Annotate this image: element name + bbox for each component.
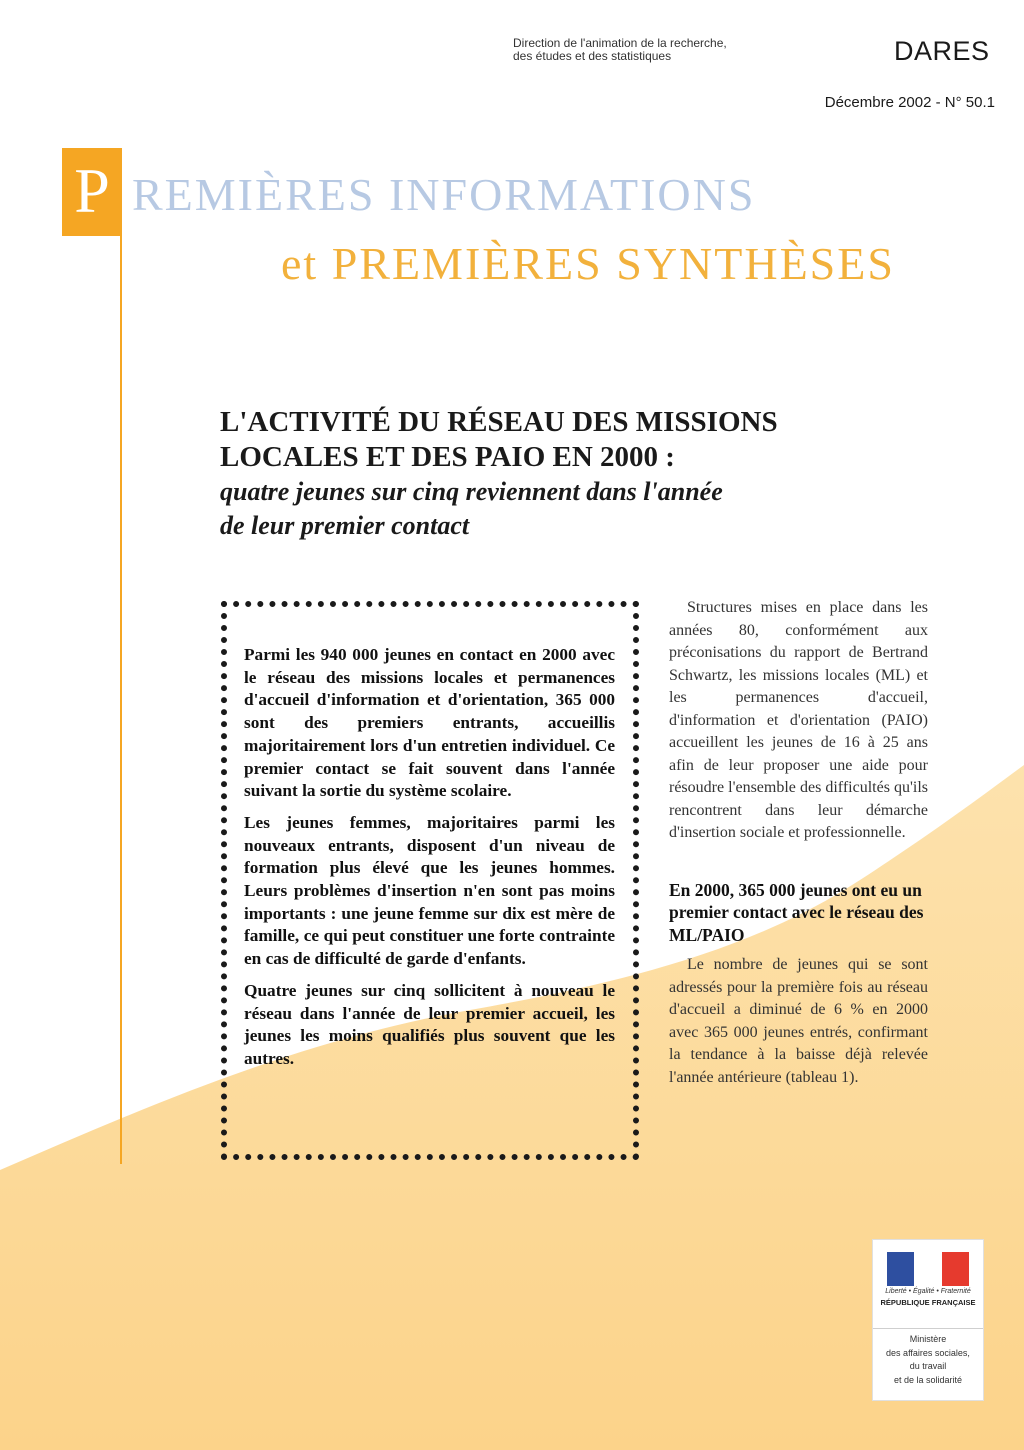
ministry-name-line: et de la solidarité xyxy=(893,1374,963,1385)
ministry-logo xyxy=(872,1239,984,1401)
ministry-name xyxy=(873,1333,983,1387)
masthead-vertical-rule xyxy=(120,236,122,1164)
marianne-flag-icon xyxy=(887,1252,969,1286)
summary-paragraph: Quatre jeunes sur cinq sollicitent à nouveau le réseau dans l'année de leur premier accueil, les jeunes les moins qualifiés plus souvent que les autres. xyxy=(244,980,615,1068)
article-title-block xyxy=(220,405,860,543)
ministry-name-line: du travail xyxy=(909,1361,947,1371)
agency-name: DARES xyxy=(894,36,990,66)
summary-paragraph: Les jeunes femmes, majoritaires parmi les nouveaux entrants, disposent d'un niveau de formation plus élevé que les jeunes hommes. Leurs problèmes d'insertion n'en sont pas moins importants : une jeune femme sur dix est mère de famille, ce qui peut constituer une forte contrainte en cas de difficulté de garde d'enfants. xyxy=(244,812,615,969)
article-title-line: L'ACTIVITÉ DU RÉSEAU DES MISSIONS xyxy=(220,406,778,438)
masthead-line-1: REMIÈRES INFORMATIONS xyxy=(132,169,756,220)
logo-motto: Liberté • Égalité • Fraternité xyxy=(885,1288,971,1295)
section-paragraph: Le nombre de jeunes qui se sont adressés pour la première fois au réseau d'accueil a diminué de 6 % en 2000 avec 365 000 jeunes entrés, confirmant la tendance à la baisse déjà relevée l'année antérieure (tableau 1). xyxy=(669,956,928,1086)
article-subtitle-line: de leur premier contact xyxy=(220,511,470,540)
issue-date-number: Décembre 2002 - N° 50.1 xyxy=(824,94,995,111)
intro-paragraph: Structures mises en place dans les années 80, conformément aux préconisations du rapport de Bertrand Schwartz, les missions locales (ML) et les permanences d'accueil, d'information et d'orientation (PAIO) accueillent les jeunes de 16 à 25 ans afin de leur proposer une aide pour résoudre l'ensemble des difficultés qu'ils rencontrent dans leur démarche d'insertion sociale et professionnelle. xyxy=(669,599,928,841)
masthead-initial: P xyxy=(74,155,110,226)
summary-paragraph: Parmi les 940 000 jeunes en contact en 2000 avec le réseau des missions locales et permanences d'accueil d'information et d'orientation, 365 000 sont des premiers entrants, accueillis majoritairement lors d'un entretien individuel. Ce premier contact se fait souvent dans l'année suivant la sortie du système scolaire. xyxy=(244,645,615,801)
article-subtitle-line: quatre jeunes sur cinq reviennent dans l'année xyxy=(220,477,723,506)
publisher-direction-line: Direction de l'animation de la recherche, xyxy=(513,36,727,50)
ministry-name-line: Ministère xyxy=(909,1334,947,1344)
body-column xyxy=(669,597,928,1089)
section-heading: En 2000, 365 000 jeunes ont eu un premier contact avec le réseau des ML/PAIO xyxy=(669,879,924,945)
logo-republic: RÉPUBLIQUE FRANÇAISE xyxy=(880,1298,976,1307)
publisher-direction xyxy=(513,37,813,63)
ministry-name-line: des affaires sociales, xyxy=(886,1347,970,1358)
article-title-line: LOCALES ET DES PAIO EN 2000 : xyxy=(220,441,675,473)
masthead-line-2: et PREMIÈRES SYNTHÈSES xyxy=(281,238,895,289)
logo-divider xyxy=(873,1328,983,1329)
masthead-initial-box xyxy=(62,148,122,236)
publisher-direction-line: des études et des statistiques xyxy=(513,49,672,63)
summary-box xyxy=(221,601,639,1160)
